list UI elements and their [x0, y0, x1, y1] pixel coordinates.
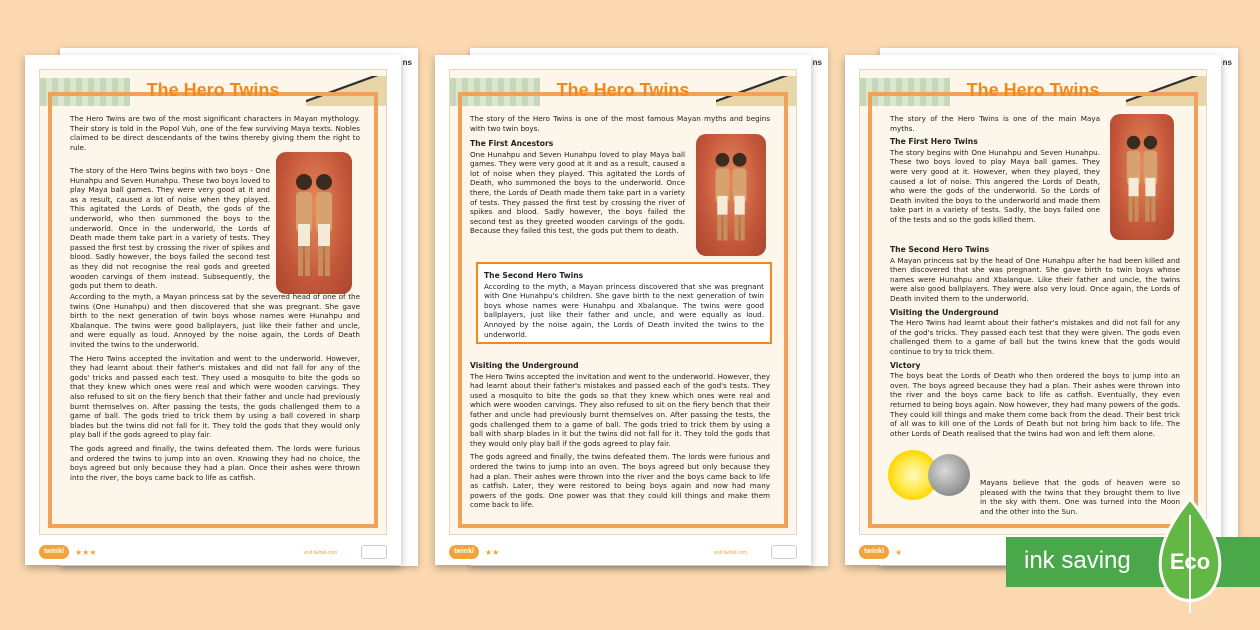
back-sheet-peek-text: ns: [402, 58, 412, 67]
footer-badge-icon: [771, 545, 797, 559]
moon-illustration: [928, 454, 970, 496]
section-heading: The First Ancestors: [470, 139, 554, 148]
page-frame: [859, 69, 1207, 535]
footer-badge-icon: [361, 545, 387, 559]
hero-twins-illustration: [276, 152, 352, 294]
section-heading: Visiting the Underground: [890, 307, 999, 317]
paragraph: The boys beat the Lords of Death who then ordered the boys to jump into an oven. The boys agreed because they had a plan. Their ashes were thrown into the river and the boys came back to life as catfish. Eventually, they even returned to being boys again. Now however, they had many powers of the gods. They could kill things and make them come back from the dead. Their best trick of all was to kill one of the Lords of Death but not bring him back to life. The other Lords of Death realised that the twins had won and left them alone.: [890, 371, 1180, 438]
back-sheet-peek-text: ns: [812, 58, 822, 67]
page-title: The Hero Twins: [966, 80, 1100, 100]
worksheet-one-star: [845, 55, 1221, 565]
intro-paragraph: The story of the Hero Twins is one of the main Maya myths.: [890, 114, 1100, 133]
paragraph: One Hunahpu and Seven Hunahpu loved to play Maya ball games. They were very good at it and as a result, caused a lot of noise when they played. This agitated the Lords of Death, who summoned the boys to the underworld. Once there, the Lords of Death made them take part in a variety of tests. They passed the first test by crossing the river of spikes and blood. Sadly however, the boys failed the second test as they greeted wooden carvings of the gods. Because they failed this test, the gods put them to death.: [470, 149, 685, 236]
text-column: [470, 358, 770, 514]
footer-url: visit twinkl.com: [303, 550, 337, 556]
twinkl-logo: twinkl: [39, 545, 69, 559]
section-heading: The First Hero Twins: [890, 137, 978, 147]
paragraph: A Mayan princess sat by the head of One Hunahpu after he had been killed and then discovered that she was pregnant. She gave birth to twin boys whose names were Hunahpu and Xbalanque. Like their father and uncle, the twins were also good ballplayers. They were also very loud. Once again, the Lords of Death invited them to the underworld.: [890, 255, 1180, 303]
eco-badge-label: Eco: [1169, 549, 1211, 574]
text-column: [70, 292, 360, 486]
paragraph: The gods agreed and finally, the twins defeated them. The lords were furious and ordered the twins to jump into an oven. Knowing they had no choice, the boys agreed but only because they had a plan. Once their ashes were thrown into the river, the boys came back to life as catfish.: [70, 443, 360, 482]
page-frame: [449, 69, 797, 535]
paragraph: The story begins with One Hunahpu and Seven Hunahpu. These two boys loved to play Maya ball games. They were very good at it. However, when they played, they caused a lot of noise. This angered the Lords of Death, who were the gods of the underworld. So the Lords of Death invited the boys to the underworld and made them take part in a variety of tests. Sadly, the boys failed one of the tests and so the gods killed them.: [890, 147, 1100, 224]
section-heading: Victory: [890, 360, 921, 370]
difficulty-stars: ★: [895, 548, 903, 557]
section-heading: Visiting the Underground: [470, 361, 579, 370]
section-heading: The Second Hero Twins: [890, 245, 990, 254]
eco-leaf-icon: [1150, 495, 1230, 615]
page-title: The Hero Twins: [146, 80, 280, 100]
worksheet-three-star: [25, 55, 401, 565]
hero-twins-illustration: [696, 134, 766, 256]
paragraph: The Hero Twins had learnt about their father's mistakes and did not fall for any of the god's tricks. They passed each test that they were given. The gods even challenged them to a game of ball but the twins knew that the gods would continue to try to trick them.: [890, 318, 1180, 356]
page-footer: [25, 535, 401, 565]
page-title: The Hero Twins: [556, 80, 690, 100]
back-sheet-peek-text: ns: [1222, 58, 1232, 67]
section-heading: The Second Hero Twins: [484, 271, 584, 280]
paragraph: Mayans believe that the gods of heaven were so pleased with the twins that they brought them to live in the sky with them. One was turned into the Moon and the other into the Sun.: [980, 478, 1180, 516]
paragraph: The gods agreed and finally, the twins defeated them. The lords were furious and ordered the twins to jump into an oven. The boys agreed but only because they had a plan. Their ashes were thrown into the river and the boys came back to life as catfish. Later, they were restored to being boys again and now had many powers of the gods. One power was that they could kill things and make them come back to life.: [470, 452, 770, 510]
worksheet-two-star: [435, 55, 811, 565]
difficulty-stars: ★★★: [75, 548, 97, 557]
footer-url: visit twinkl.com: [713, 550, 747, 556]
text-column: [890, 242, 1180, 442]
paragraph: According to the myth, a Mayan princess discovered that she was pregnant with One Hunahpu's children. She gave birth to the next generation of twin boys whose names were Hunahpu and Xbalanque. The twins were good ballplayers, just like their father and uncle, and were equally as loud. Annoyed by the noise again, the Lords of Death invited the twins to the underworld.: [484, 281, 764, 339]
paragraph: The story of the Hero Twins begins with two boys - One Hunahpu and Seven Hunahpu. These two boys loved to play Maya ball games. They were very good at it and as a result, caused a lot of noise when they played. This agitated the Lords of Death, the gods of the underworld, who then summoned the boys to the underworld. Once in the underworld, the Lords of Death made them take part in a variety of tests. They passed the first test by crossing the river of spikes and blood. Sadly however, the boys failed the second test as they did not recognise the real gods and greeted wooden carvings of them instead. Subsequently, the gods put them to death.: [70, 166, 270, 291]
twinkl-logo: twinkl: [449, 545, 479, 559]
paragraph: The Hero Twins accepted the invitation and went to the underworld. However, they had learnt about their father's mistakes and passed each of the god's tests. They used a mosquito to bite the gods so that they knew which ones were real and which were wooden carvings. They also refused to sit on the fiery bench that their father and uncle had previously burnt themselves on. After passing the tests, the gods challenged them to a game of ball. The gods tried to trick them by using a ball with sharp blades in it but the twins did not fall for it. They told the gods that they would only play ball if the gods agreed to play fair.: [470, 371, 770, 448]
difficulty-stars: ★★: [485, 548, 500, 557]
paragraph: The Hero Twins are two of the most significant characters in Mayan mythology. Their story is told in the Popol Vuh, one of the few surviving Maya texts. Nobles claimed to be direct descendants of the twins thereby giving them the right to rule.: [70, 114, 360, 152]
intro-paragraph: The story of the Hero Twins is one of the most famous Mayan myths and begins with two twin boys.: [470, 114, 770, 133]
text-column: [70, 114, 360, 156]
page-footer: [435, 535, 811, 565]
ink-saving-label: ink saving: [1024, 547, 1131, 574]
twinkl-logo: twinkl: [859, 545, 889, 559]
hero-twins-illustration: [1110, 114, 1174, 240]
paragraph: According to the myth, a Mayan princess sat by the severed head of one of the twins (One Hunahpu) and then discovered that she was pregnant. She gave birth to the next generation of twin boys whose names were Hunahpu and Xbalanque. The twins were good ballplayers, just like their father and uncle, and were equally as loud. Annoyed by the noise again, the Lords of Death invited the twins to the underworld.: [70, 292, 360, 349]
highlighted-box: [476, 262, 772, 344]
paragraph: The Hero Twins accepted the invitation and went to the underworld. However, they had learnt about their father's mistakes and did not fall for any of the gods' tricks and passed each test. They used a mosquito to bite the gods so that they knew which ones were real and which were wooden carvings. They also refused to sit on the fiery bench that their father and uncle had previously burnt themselves on. After passing the tests, the gods challenged them to a game of ball. The gods tried to trick them by using a ball covered in sharp blades but the twins did not fall for it. They told the gods that they would only play ball if the gods agreed to play fair.: [70, 353, 360, 440]
page-frame: [39, 69, 387, 535]
text-column: [70, 166, 270, 295]
text-column: [470, 136, 685, 240]
text-column: [890, 114, 1100, 229]
